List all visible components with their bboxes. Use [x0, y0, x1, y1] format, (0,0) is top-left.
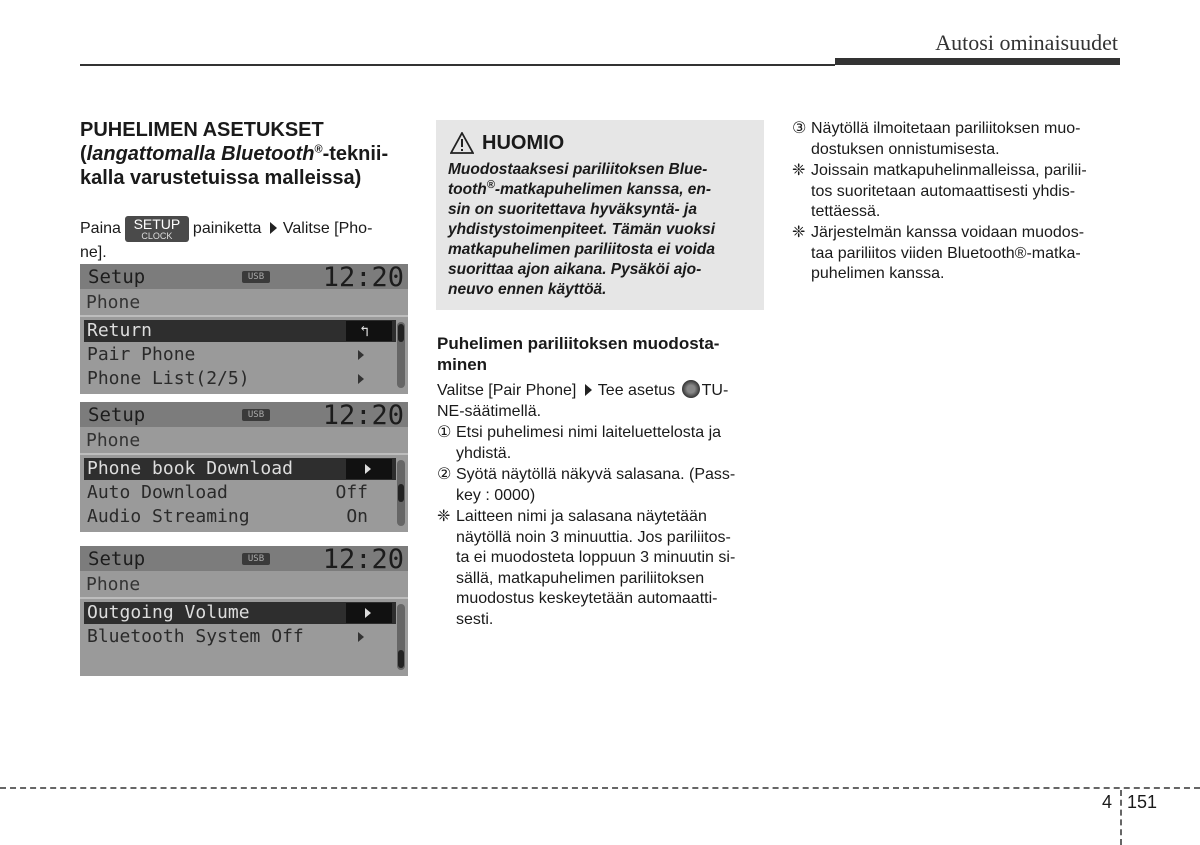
page-number: 151: [1127, 792, 1158, 812]
step-3: ③ Näytöllä ilmoitetaan pariliitoksen muo- dostuksen onnistumisesta.: [792, 120, 1081, 158]
clock: 12:20: [322, 262, 404, 293]
screen-phone-menu-1: [80, 264, 408, 394]
screen-subtitle: Phone: [86, 430, 141, 451]
note-five-phones: ❈ Järjestelmän kanssa voidaan muodos- taa pariliitos viiden Bluetooth®-matka- puhelimen kanssa.: [792, 224, 1085, 282]
footer-rule: [0, 787, 1200, 789]
scrollbar[interactable]: [397, 604, 405, 670]
chapter-number: 4: [1102, 792, 1113, 812]
section-title-line1: PUHELIMEN ASETUKSET: [80, 119, 324, 141]
caution-box: [436, 120, 764, 310]
header-bar: [835, 58, 1120, 65]
intro-text: Paina SETUP CLOCK painiketta Valitse [Pho- ne].: [80, 216, 373, 261]
screen-title: Setup: [88, 404, 146, 426]
chevron-right-icon: [358, 374, 364, 384]
menu-item-pair-phone[interactable]: Pair Phone: [84, 344, 396, 366]
setting-value: Off: [335, 482, 368, 503]
step-1: ① Etsi puhelimesi nimi laiteluettelosta ja yhdistä.: [437, 424, 722, 462]
usb-icon: USB: [242, 271, 270, 283]
chevron-right-icon: [358, 350, 364, 360]
chevron-right-icon: [365, 608, 371, 618]
caution-title: HUOMIO: [482, 132, 565, 154]
screen-subtitle: Phone: [86, 292, 141, 313]
divider: [80, 597, 408, 599]
scrollbar-thumb[interactable]: [398, 650, 404, 668]
step-2: ② Syötä näytöllä näkyvä salasana. (Pass- key : 0000): [437, 466, 736, 504]
tune-knob-icon: [682, 380, 700, 398]
section-title: [80, 118, 410, 190]
divider: [80, 315, 408, 317]
section-title-line3: kalla varustetuissa malleissa): [80, 167, 362, 189]
menu-item-return[interactable]: Return ↰: [84, 320, 396, 342]
arrow-right-icon: [270, 222, 277, 234]
scrollbar-thumb[interactable]: [398, 324, 404, 342]
screen-phone-menu-2: [80, 402, 408, 532]
menu-item-phone-list[interactable]: Phone List(2/5): [84, 368, 396, 390]
clock: 12:20: [322, 544, 404, 575]
caution-text: Muodostaaksesi pariliitoksen Blue- tooth®-matkapuhelimen kanssa, en- sin on suoritettava hyväksyntä- ja yhdistystoimenpiteet. Tämän vuoksi matkapuhelimen pariliitosta ei voida suorittaa ajon aikana. Pysäköi ajo- neuvo ennen käyttöä.: [448, 161, 716, 298]
menu-item-audio-streaming[interactable]: Audio Streaming On: [87, 506, 368, 527]
pairing-intro: Valitse [Pair Phone] Tee asetus TU- NE-säätimellä.: [437, 382, 729, 420]
running-header: Autosi ominaisuudet: [935, 30, 1118, 55]
pairing-heading: Puhelimen pariliitoksen muodosta- minen: [437, 334, 720, 374]
menu-item-outgoing-volume[interactable]: Outgoing Volume: [84, 602, 396, 624]
section-title-line2: (langattomalla Bluetooth®-teknii-: [80, 143, 389, 165]
menu-item-bluetooth-system-off[interactable]: Bluetooth System Off: [84, 626, 396, 648]
screen-title: Setup: [88, 548, 146, 570]
divider: [80, 453, 408, 455]
scrollbar[interactable]: [397, 322, 405, 388]
screen-title: Setup: [88, 266, 146, 288]
footer-divider: [1120, 790, 1122, 845]
menu-item-auto-download[interactable]: Auto Download Off: [87, 482, 368, 503]
warning-triangle-icon: [450, 132, 474, 154]
chevron-right-icon: [358, 632, 364, 642]
scrollbar-thumb[interactable]: [398, 484, 404, 502]
header-rule: [80, 64, 835, 66]
scrollbar[interactable]: [397, 460, 405, 526]
note-timeout: ❈ Laitteen nimi ja salasana näytetään näytöllä noin 3 minuuttia. Jos pariliitos- ta ei muodosteta loppuun 3 minuutin si- sällä, matkapuhelimen pariliitoksen muodostus keskeytetään automaatti- sesti.: [437, 508, 736, 628]
return-icon: ↰: [360, 322, 370, 340]
menu-item-phone-book-download[interactable]: Phone book Download: [84, 458, 396, 480]
usb-icon: USB: [242, 553, 270, 565]
setup-clock-button-icon: SETUP CLOCK: [125, 216, 189, 242]
screen-subtitle: Phone: [86, 574, 141, 595]
clock: 12:20: [322, 400, 404, 431]
usb-icon: USB: [242, 409, 270, 421]
screen-phone-menu-3: [80, 546, 408, 676]
arrow-right-icon: [585, 384, 592, 396]
note-auto-pairing: ❈ Joissain matkapuhelinmalleissa, parilii- tos suoritetaan automaattisesti yhdis- tettäessä.: [792, 162, 1087, 220]
chevron-right-icon: [365, 464, 371, 474]
setting-value: On: [346, 506, 368, 527]
